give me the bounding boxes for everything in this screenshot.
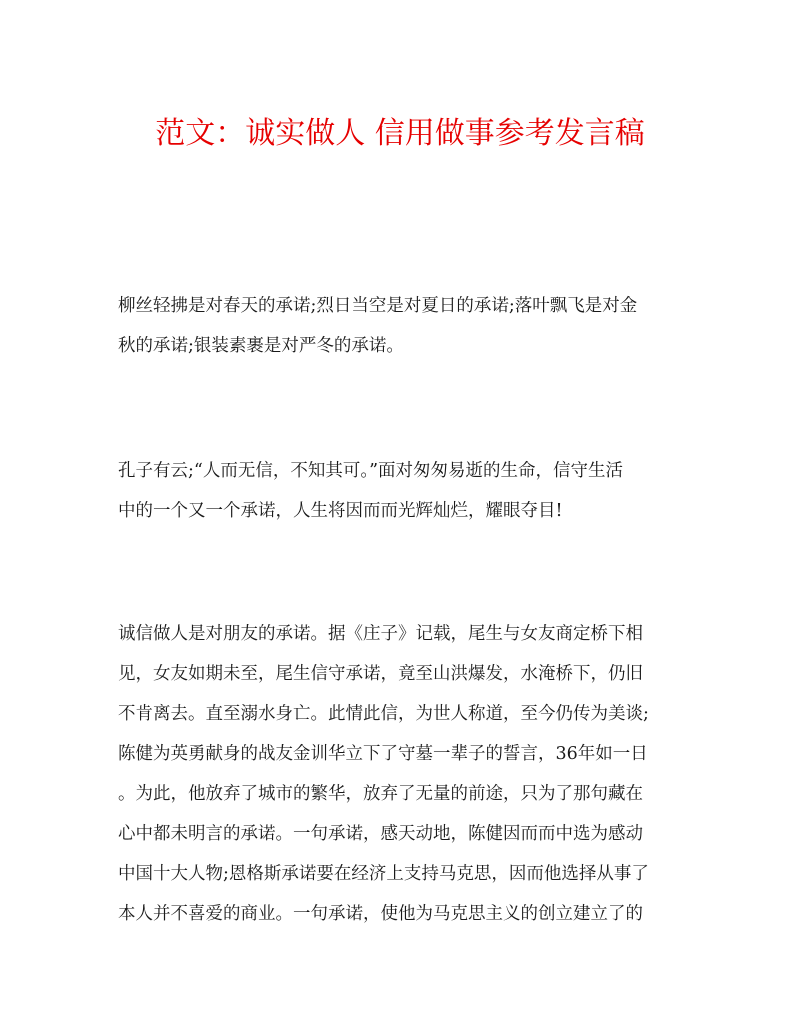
paragraph-line: 见，女友如期未至，尾生信守承诺，竟至山洪爆发，水淹桥下，仍旧 xyxy=(118,664,643,684)
document-title: 范文：诚实做人 信用做事参考发言稿 xyxy=(155,116,645,151)
paragraph-line: 本人并不喜爱的商业。一句承诺，使他为马克思主义的创立建立了的 xyxy=(118,904,643,924)
paragraph-line: 秋的承诺;银装素裹是对严冬的承诺。 xyxy=(118,336,404,356)
paragraph-line: 心中都未明言的承诺。一句承诺，感天动地，陈健因而而中选为感动 xyxy=(118,824,643,844)
paragraph-line: 诚信做人是对朋友的承诺。据《庄子》记载，尾生与女友商定桥下相 xyxy=(118,624,643,644)
paragraph-line: 。为此，他放弃了城市的繁华，放弃了无量的前途，只为了那句藏在 xyxy=(118,784,643,804)
paragraph-1 xyxy=(118,286,693,366)
paragraph-2 xyxy=(118,451,693,531)
paragraph-3 xyxy=(118,614,693,934)
paragraph-line: 中国十大人物;恩格斯承诺要在经济上支持马克思，因而他选择从事了 xyxy=(118,864,649,884)
paragraph-line: 孔子有云;“人而无信，不知其可。”面对匆匆易逝的生命，信守生活 xyxy=(118,461,624,481)
paragraph-line: 不肯离去。直至溺水身亡。此情此信，为世人称道，至今仍传为美谈; xyxy=(118,704,649,724)
paragraph-line: 中的一个又一个承诺，人生将因而而光辉灿烂，耀眼夺目! xyxy=(118,501,563,521)
paragraph-line: 柳丝轻拂是对春天的承诺;烈日当空是对夏日的承诺;落叶飘飞是对金 xyxy=(118,296,638,316)
paragraph-line: 陈健为英勇献身的战友金训华立下了守墓一辈子的誓言，36年如一日 xyxy=(118,744,648,764)
